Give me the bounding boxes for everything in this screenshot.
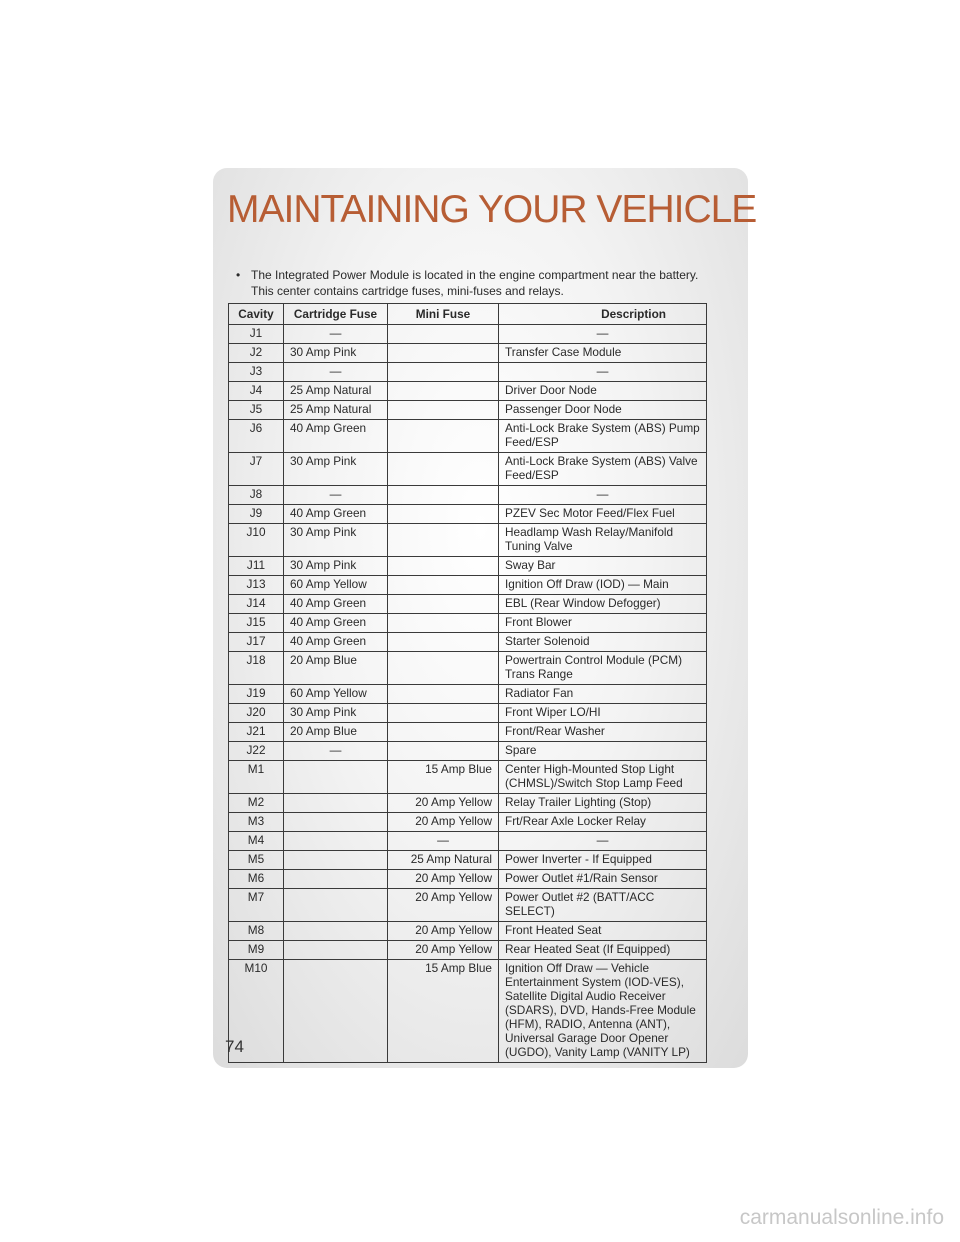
table-row <box>229 382 707 401</box>
table-row <box>229 557 707 576</box>
cell-mini-fuse: 20 Amp Yellow <box>388 922 499 941</box>
cell-cavity: J6 <box>229 420 284 453</box>
cell-cartridge-fuse: 30 Amp Pink <box>284 344 388 363</box>
cell-description: Front Blower <box>499 614 707 633</box>
cell-description: Powertrain Control Module (PCM) Trans Range <box>499 652 707 685</box>
header-cavity: Cavity <box>229 304 284 325</box>
cell-cartridge-fuse: 30 Amp Pink <box>284 704 388 723</box>
cell-description: Anti-Lock Brake System (ABS) Valve Feed/ESP <box>499 453 707 486</box>
cell-cavity: J9 <box>229 505 284 524</box>
cell-description: — <box>499 325 707 344</box>
cell-mini-fuse <box>388 344 499 363</box>
cell-cavity: M3 <box>229 813 284 832</box>
table-row <box>229 420 707 453</box>
watermark: carmanualsonline.info <box>739 1206 944 1229</box>
table-row <box>229 401 707 420</box>
cell-mini-fuse <box>388 652 499 685</box>
cell-cavity: J11 <box>229 557 284 576</box>
cell-mini-fuse <box>388 557 499 576</box>
cell-cartridge-fuse <box>284 889 388 922</box>
table-row <box>229 505 707 524</box>
cell-mini-fuse: 20 Amp Yellow <box>388 889 499 922</box>
cell-cartridge-fuse <box>284 794 388 813</box>
table-row <box>229 363 707 382</box>
cell-cartridge-fuse <box>284 761 388 794</box>
cell-cavity: J21 <box>229 723 284 742</box>
table-row <box>229 344 707 363</box>
cell-cavity: J13 <box>229 576 284 595</box>
bullet-icon: • <box>236 268 241 282</box>
cell-description: Sway Bar <box>499 557 707 576</box>
table-row <box>229 453 707 486</box>
table-row <box>229 922 707 941</box>
cell-cavity: J17 <box>229 633 284 652</box>
cell-description: Power Inverter - If Equipped <box>499 851 707 870</box>
cell-cartridge-fuse: 20 Amp Blue <box>284 723 388 742</box>
cell-cavity: M9 <box>229 941 284 960</box>
cell-cartridge-fuse: 25 Amp Natural <box>284 382 388 401</box>
intro-text: The Integrated Power Module is located in the engine compartment near the battery. This center contains cartridge fuses, mini-fuses and relays. <box>251 268 699 298</box>
cell-description: Front Wiper LO/HI <box>499 704 707 723</box>
cell-cartridge-fuse <box>284 941 388 960</box>
cell-cartridge-fuse: — <box>284 325 388 344</box>
cell-mini-fuse <box>388 325 499 344</box>
cell-description: Rear Heated Seat (If Equipped) <box>499 941 707 960</box>
cell-cartridge-fuse <box>284 851 388 870</box>
cell-cavity: M4 <box>229 832 284 851</box>
table-row <box>229 652 707 685</box>
table-row <box>229 813 707 832</box>
cell-mini-fuse: 20 Amp Yellow <box>388 813 499 832</box>
cell-mini-fuse <box>388 595 499 614</box>
cell-description: Headlamp Wash Relay/Manifold Tuning Valve <box>499 524 707 557</box>
table-row <box>229 870 707 889</box>
cell-mini-fuse <box>388 704 499 723</box>
table-row <box>229 960 707 1063</box>
table-row <box>229 851 707 870</box>
cell-cartridge-fuse: 40 Amp Green <box>284 614 388 633</box>
page-number: 74 <box>225 1037 244 1056</box>
cell-mini-fuse <box>388 524 499 557</box>
cell-mini-fuse <box>388 505 499 524</box>
cell-mini-fuse <box>388 363 499 382</box>
cell-cavity: M2 <box>229 794 284 813</box>
cell-cartridge-fuse: 30 Amp Pink <box>284 453 388 486</box>
cell-cavity: J3 <box>229 363 284 382</box>
cell-cavity: J20 <box>229 704 284 723</box>
cell-cavity: J19 <box>229 685 284 704</box>
cell-cartridge-fuse: 60 Amp Yellow <box>284 685 388 704</box>
table-row <box>229 325 707 344</box>
cell-description: — <box>499 486 707 505</box>
cell-mini-fuse <box>388 742 499 761</box>
cell-cavity: J10 <box>229 524 284 557</box>
cell-cartridge-fuse: — <box>284 486 388 505</box>
cell-description: Starter Solenoid <box>499 633 707 652</box>
table-row <box>229 832 707 851</box>
cell-cartridge-fuse <box>284 960 388 1063</box>
table-row <box>229 486 707 505</box>
cell-description: Relay Trailer Lighting (Stop) <box>499 794 707 813</box>
cell-cartridge-fuse <box>284 870 388 889</box>
cell-cartridge-fuse: 30 Amp Pink <box>284 524 388 557</box>
cell-description: Driver Door Node <box>499 382 707 401</box>
cell-cavity: M10 <box>229 960 284 1063</box>
cell-description: Power Outlet #2 (BATT/ACC SELECT) <box>499 889 707 922</box>
table-row <box>229 633 707 652</box>
cell-mini-fuse <box>388 614 499 633</box>
cell-description: Power Outlet #1/Rain Sensor <box>499 870 707 889</box>
cell-description: Anti-Lock Brake System (ABS) Pump Feed/ESP <box>499 420 707 453</box>
cell-cavity: J5 <box>229 401 284 420</box>
cell-cartridge-fuse: 20 Amp Blue <box>284 652 388 685</box>
cell-mini-fuse: 15 Amp Blue <box>388 761 499 794</box>
cell-mini-fuse <box>388 453 499 486</box>
cell-cartridge-fuse: 40 Amp Green <box>284 595 388 614</box>
cell-description: EBL (Rear Window Defogger) <box>499 595 707 614</box>
fuse-table <box>228 303 707 1063</box>
cell-mini-fuse <box>388 382 499 401</box>
cell-cavity: M5 <box>229 851 284 870</box>
cell-mini-fuse: 20 Amp Yellow <box>388 794 499 813</box>
cell-description: — <box>499 363 707 382</box>
table-row <box>229 742 707 761</box>
cell-cartridge-fuse: 40 Amp Green <box>284 633 388 652</box>
cell-cavity: M1 <box>229 761 284 794</box>
cell-cartridge-fuse <box>284 813 388 832</box>
intro-paragraph <box>236 267 716 299</box>
cell-mini-fuse: 20 Amp Yellow <box>388 941 499 960</box>
cell-mini-fuse: — <box>388 832 499 851</box>
cell-cartridge-fuse: — <box>284 742 388 761</box>
cell-mini-fuse <box>388 633 499 652</box>
cell-description: Spare <box>499 742 707 761</box>
cell-mini-fuse: 20 Amp Yellow <box>388 870 499 889</box>
cell-cavity: J7 <box>229 453 284 486</box>
cell-mini-fuse: 15 Amp Blue <box>388 960 499 1063</box>
cell-mini-fuse <box>388 486 499 505</box>
cell-cartridge-fuse: — <box>284 363 388 382</box>
table-row <box>229 576 707 595</box>
cell-mini-fuse <box>388 576 499 595</box>
section-title: MAINTAINING YOUR VEHICLE <box>227 188 757 231</box>
cell-cavity: J8 <box>229 486 284 505</box>
cell-cavity: J2 <box>229 344 284 363</box>
cell-mini-fuse: 25 Amp Natural <box>388 851 499 870</box>
cell-cartridge-fuse <box>284 832 388 851</box>
cell-cavity: J14 <box>229 595 284 614</box>
table-row <box>229 723 707 742</box>
cell-description: Passenger Door Node <box>499 401 707 420</box>
fuse-table-header <box>229 304 707 325</box>
cell-mini-fuse <box>388 420 499 453</box>
cell-cartridge-fuse: 40 Amp Green <box>284 420 388 453</box>
header-description: Description <box>499 304 707 325</box>
cell-cavity: M6 <box>229 870 284 889</box>
table-row <box>229 941 707 960</box>
table-row <box>229 889 707 922</box>
cell-mini-fuse <box>388 685 499 704</box>
cell-cavity: M7 <box>229 889 284 922</box>
cell-description: Front/Rear Washer <box>499 723 707 742</box>
table-row <box>229 685 707 704</box>
table-row <box>229 794 707 813</box>
cell-cartridge-fuse <box>284 922 388 941</box>
header-cartridge-fuse: Cartridge Fuse <box>284 304 388 325</box>
table-row <box>229 704 707 723</box>
cell-cavity: J15 <box>229 614 284 633</box>
cell-description: Frt/Rear Axle Locker Relay <box>499 813 707 832</box>
cell-cavity: M8 <box>229 922 284 941</box>
cell-description: Center High-Mounted Stop Light (CHMSL)/Switch Stop Lamp Feed <box>499 761 707 794</box>
cell-description: Ignition Off Draw (IOD) — Main <box>499 576 707 595</box>
cell-cartridge-fuse: 40 Amp Green <box>284 505 388 524</box>
cell-cartridge-fuse: 30 Amp Pink <box>284 557 388 576</box>
cell-mini-fuse <box>388 723 499 742</box>
fuse-table-body <box>229 325 707 1063</box>
cell-cavity: J4 <box>229 382 284 401</box>
cell-cartridge-fuse: 25 Amp Natural <box>284 401 388 420</box>
cell-cavity: J18 <box>229 652 284 685</box>
cell-mini-fuse <box>388 401 499 420</box>
header-mini-fuse: Mini Fuse <box>388 304 499 325</box>
cell-cartridge-fuse: 60 Amp Yellow <box>284 576 388 595</box>
cell-description: Transfer Case Module <box>499 344 707 363</box>
table-row <box>229 595 707 614</box>
cell-description: — <box>499 832 707 851</box>
cell-description: Front Heated Seat <box>499 922 707 941</box>
table-row <box>229 524 707 557</box>
cell-description: Ignition Off Draw — Vehicle Entertainment System (IOD-VES), Satellite Digital Audio Receiver (SDARS), DVD, Hands-Free Module (HFM), RADIO, Antenna (ANT), Universal Garage Door Opener (UGDO), Vanity Lamp (VANITY LP) <box>499 960 707 1063</box>
cell-description: PZEV Sec Motor Feed/Flex Fuel <box>499 505 707 524</box>
table-row <box>229 761 707 794</box>
cell-description: Radiator Fan <box>499 685 707 704</box>
cell-cavity: J22 <box>229 742 284 761</box>
cell-cavity: J1 <box>229 325 284 344</box>
table-row <box>229 614 707 633</box>
